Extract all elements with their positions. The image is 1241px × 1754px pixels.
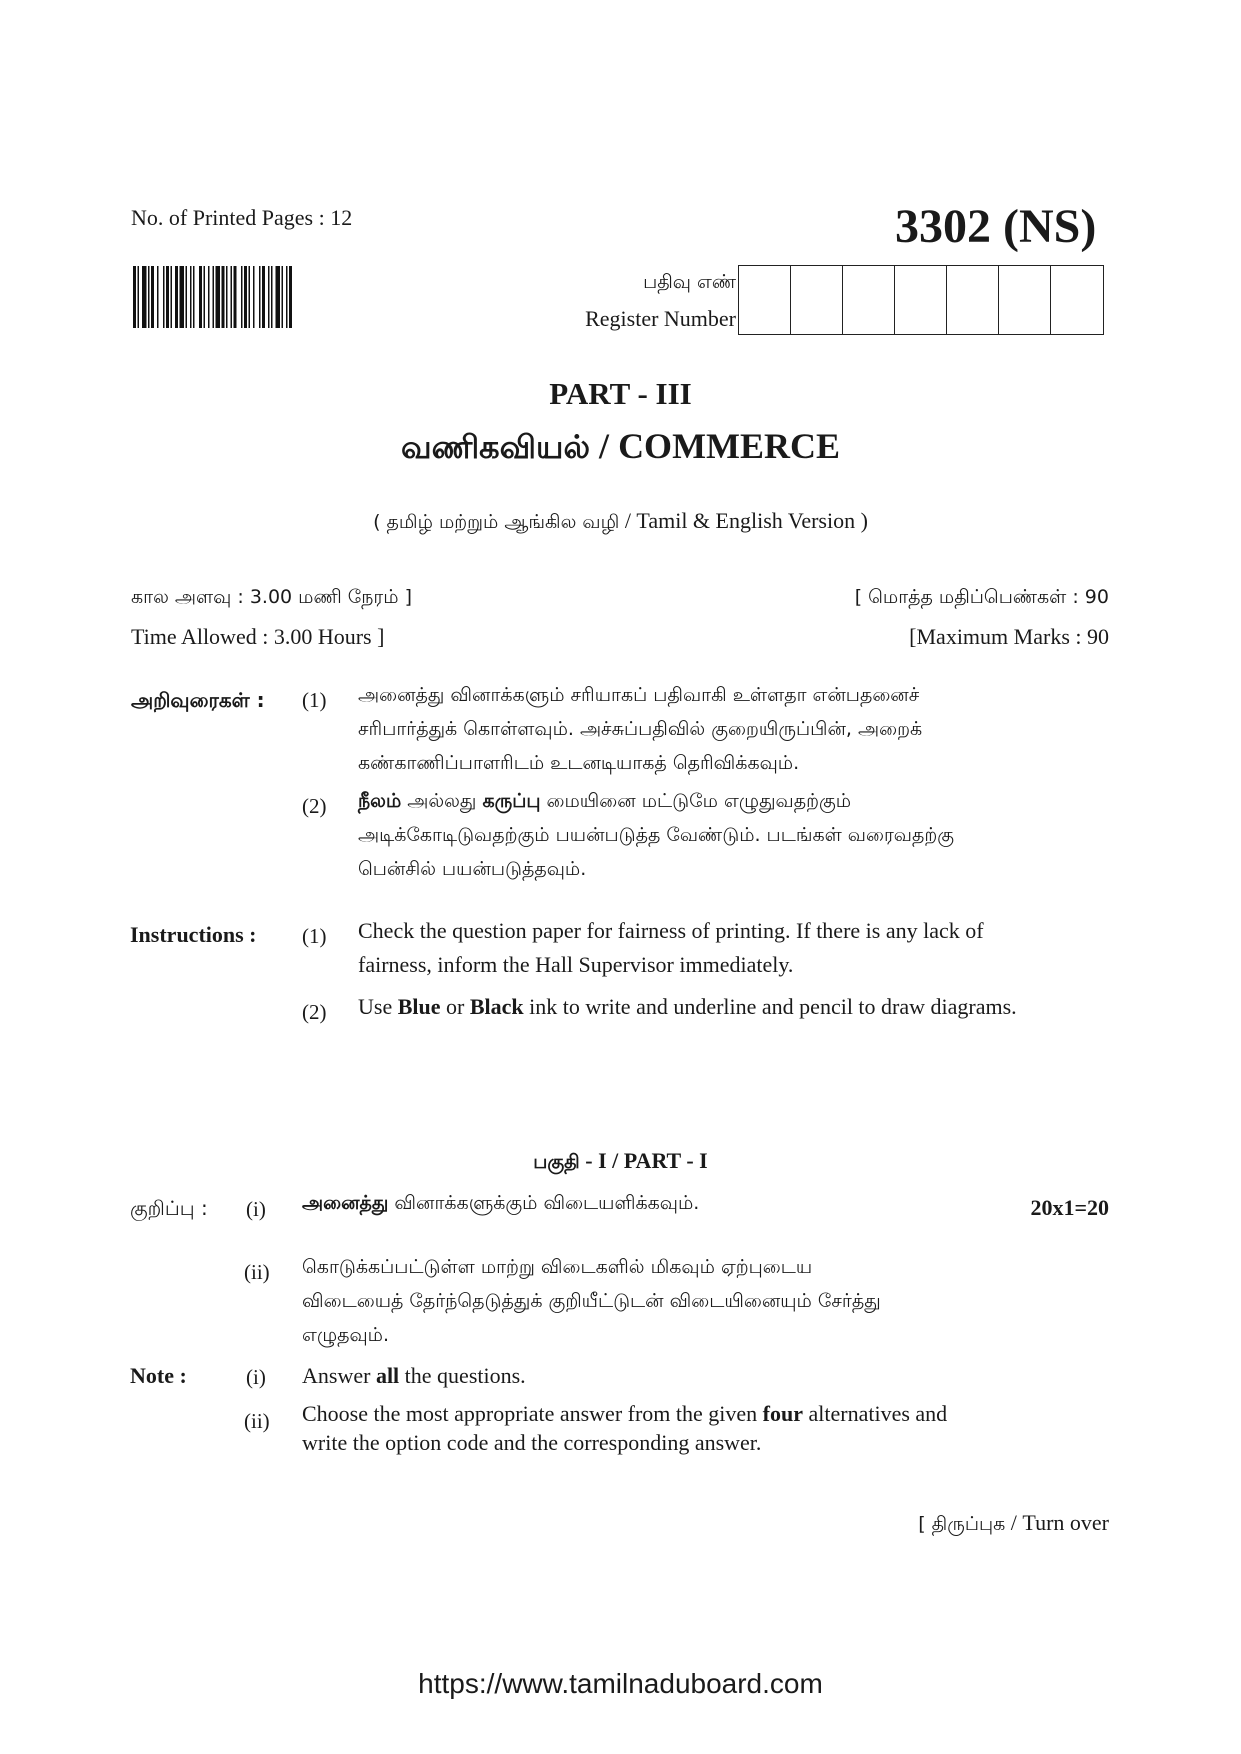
instruction-number: (1): [302, 924, 327, 948]
register-label-tamil: பதிவு எண்: [643, 271, 736, 293]
time-allowed-tamil: கால அளவு : 3.00 மணி நேரம் ]: [131, 586, 412, 608]
instructions-label-english: Instructions :: [130, 922, 257, 947]
subject-title-separator: /: [590, 426, 619, 466]
register-label-english: Register Number: [585, 306, 736, 331]
instruction-english-2: Use Blue or Black ink to write and underline and pencil to draw diagrams.: [358, 994, 1017, 1019]
note-number: (ii): [244, 1409, 270, 1433]
medium-version: [0, 508, 1241, 536]
instruction-tamil-1: அனைத்து வினாக்களும் சரியாகப் பதிவாகி உள்ளதா என்பதனைச் சரிபார்த்துக் கொள்ளவும். அச்சுப்பதிவில் குறையிருப்பின், அறைக் கண்காணிப்பாளரிடம் உடனடியாகத் தெரிவிக்கவும்.: [358, 684, 923, 774]
instruction-number: (2): [302, 1000, 327, 1024]
register-box: [999, 266, 1051, 334]
barcode-icon: [133, 266, 373, 328]
part-title: PART - III: [549, 376, 692, 411]
note-number: (i): [246, 1197, 266, 1221]
max-marks-tamil: [ மொத்த மதிப்பெண்கள் : 90: [854, 586, 1109, 608]
register-box: [947, 266, 999, 334]
note-number: (i): [246, 1365, 266, 1389]
subject-title: [0, 425, 1241, 470]
note-tamil-2: கொடுக்கப்பட்டுள்ள மாற்று விடைகளில் மிகவும் ஏற்புடைய விடையைத் தேர்ந்தெடுத்துக் குறியீட்டுடன் விடையினையும் சேர்த்து எழுதவும்.: [302, 1256, 881, 1346]
note-english-2: Choose the most appropriate answer from the given four alternatives and write the option code and the corresponding answer.: [302, 1401, 948, 1455]
marks-scheme: 20x1=20: [1030, 1195, 1109, 1220]
section-heading-english: - I / PART - I: [579, 1148, 708, 1173]
instruction-number: (1): [302, 688, 327, 712]
subject-title-english: COMMERCE: [618, 426, 841, 466]
section-heading: [0, 1150, 1241, 1172]
printed-pages-count: No. of Printed Pages : 12: [131, 205, 353, 230]
source-url-link[interactable]: https://www.tamilnaduboard.com: [418, 1668, 823, 1699]
instruction-english-1: Check the question paper for fairness of printing. If there is any lack of fairness, inform the Hall Supervisor immediately.: [358, 918, 984, 977]
note-english-1: Answer all the questions.: [302, 1363, 526, 1388]
note-number: (ii): [244, 1260, 270, 1284]
turn-over-note: [918, 1512, 1109, 1534]
register-box: [895, 266, 947, 334]
turn-over-english: / Turn over: [1005, 1510, 1109, 1535]
paper-code: 3302 (NS): [895, 200, 1097, 253]
instruction-number: (2): [302, 794, 327, 818]
turn-over-tamil: [ திருப்புக: [918, 1513, 1006, 1535]
instructions-label-tamil: அறிவுரைகள் :: [131, 688, 265, 712]
version-english: / Tamil & English Version ): [619, 508, 868, 533]
instruction-tamil-2: நீலம் அல்லது கருப்பு மையினை மட்டுமே எழுதுவதற்கும் அடிக்கோடிடுவதற்கும் பயன்படுத்த வேண்டும். படங்கள் வரைவதற்கு பென்சில் பயன்படுத்தவும்.: [358, 790, 955, 880]
register-box: [739, 266, 791, 334]
register-box: [791, 266, 843, 334]
max-marks-english: [Maximum Marks : 90: [909, 624, 1109, 649]
subject-title-tamil: வணிகவியல்: [400, 428, 591, 466]
note-tamil-1: அனைத்து வினாக்களுக்கும் விடையளிக்கவும்.: [302, 1192, 700, 1214]
register-number-boxes: [738, 265, 1104, 335]
section-heading-tamil: பகுதி: [533, 1151, 580, 1173]
time-allowed-english: Time Allowed : 3.00 Hours ]: [131, 624, 385, 649]
version-tamil: ( தமிழ் மற்றும் ஆங்கில வழி: [373, 511, 620, 533]
note-label-english: Note :: [130, 1363, 187, 1388]
register-box: [1051, 266, 1103, 334]
register-box: [843, 266, 895, 334]
note-label-tamil: குறிப்பு :: [130, 1196, 208, 1220]
